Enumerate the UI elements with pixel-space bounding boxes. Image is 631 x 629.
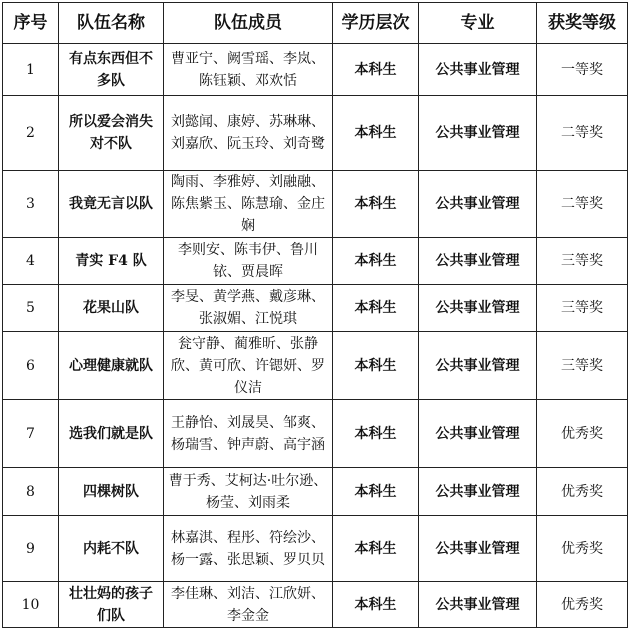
- team-name: 花果山队: [59, 285, 164, 332]
- row-index: 8: [3, 468, 59, 516]
- team-name: 所以爱会消失对不队: [59, 96, 164, 171]
- awards-table: [2, 2, 628, 628]
- award-level: 三等奖: [537, 332, 628, 400]
- award-level: 三等奖: [537, 285, 628, 332]
- team-name: 四棵树队: [59, 468, 164, 516]
- major: 公共事业管理: [419, 238, 537, 285]
- team-name: 选我们就是队: [59, 400, 164, 468]
- row-index: 10: [3, 582, 59, 628]
- award-level: 优秀奖: [537, 400, 628, 468]
- table-row: [3, 238, 628, 285]
- team-members: 曹亚宁、阙雪瑶、李岚、陈钰颖、邓欢恬: [164, 44, 333, 96]
- team-members: 王静怡、刘晟昊、邹爽、杨瑞雪、钟声蔚、高宇涵: [164, 400, 333, 468]
- award-level: 三等奖: [537, 238, 628, 285]
- education-level: 本科生: [333, 582, 419, 628]
- major: 公共事业管理: [419, 96, 537, 171]
- education-level: 本科生: [333, 238, 419, 285]
- team-members: 曹于秀、艾柯达·吐尔逊、杨莹、刘雨柔: [164, 468, 333, 516]
- row-index: 4: [3, 238, 59, 285]
- team-name: 壮壮妈的孩子们队: [59, 582, 164, 628]
- header-award: 获奖等级: [537, 3, 628, 44]
- award-level: 优秀奖: [537, 468, 628, 516]
- table-row: [3, 44, 628, 96]
- team-name: 青实 F4 队: [59, 238, 164, 285]
- team-name: 心理健康就队: [59, 332, 164, 400]
- major: 公共事业管理: [419, 332, 537, 400]
- education-level: 本科生: [333, 96, 419, 171]
- team-name: 内耗不队: [59, 516, 164, 582]
- row-index: 1: [3, 44, 59, 96]
- major: 公共事业管理: [419, 468, 537, 516]
- team-members: 李则安、陈韦伊、鲁川铱、贾晨晖: [164, 238, 333, 285]
- team-members: 瓮守静、蔺雅昕、张静欣、黄可欣、许锶妍、罗仪洁: [164, 332, 333, 400]
- team-members: 刘懿闻、康婷、苏琳琳、刘嘉欣、阮玉玲、刘奇鹭: [164, 96, 333, 171]
- education-level: 本科生: [333, 332, 419, 400]
- table-row: [3, 516, 628, 582]
- major: 公共事业管理: [419, 400, 537, 468]
- education-level: 本科生: [333, 400, 419, 468]
- major: 公共事业管理: [419, 516, 537, 582]
- award-level: 优秀奖: [537, 516, 628, 582]
- row-index: 2: [3, 96, 59, 171]
- table-row: [3, 96, 628, 171]
- table-row: [3, 332, 628, 400]
- major: 公共事业管理: [419, 285, 537, 332]
- award-level: 优秀奖: [537, 582, 628, 628]
- header-team-name: 队伍名称: [59, 3, 164, 44]
- education-level: 本科生: [333, 171, 419, 238]
- award-level: 一等奖: [537, 44, 628, 96]
- row-index: 3: [3, 171, 59, 238]
- award-level: 二等奖: [537, 96, 628, 171]
- row-index: 5: [3, 285, 59, 332]
- header-major: 专业: [419, 3, 537, 44]
- table-row: [3, 171, 628, 238]
- major: 公共事业管理: [419, 44, 537, 96]
- table-row: [3, 468, 628, 516]
- education-level: 本科生: [333, 468, 419, 516]
- header-education: 学历层次: [333, 3, 419, 44]
- header-index: 序号: [3, 3, 59, 44]
- table-row: [3, 400, 628, 468]
- major: 公共事业管理: [419, 582, 537, 628]
- row-index: 9: [3, 516, 59, 582]
- table-row: [3, 285, 628, 332]
- education-level: 本科生: [333, 285, 419, 332]
- major: 公共事业管理: [419, 171, 537, 238]
- team-members: 李佳琳、刘洁、江欣妍、李金金: [164, 582, 333, 628]
- education-level: 本科生: [333, 44, 419, 96]
- team-members: 陶雨、李雅婷、刘融融、陈焦紫玉、陈慧瑜、金庄娴: [164, 171, 333, 238]
- table-row: [3, 582, 628, 628]
- row-index: 7: [3, 400, 59, 468]
- team-name: 有点东西但不多队: [59, 44, 164, 96]
- header-row: [3, 3, 628, 44]
- team-members: 林嘉淇、程彤、符绘沙、杨一露、张思颖、罗贝贝: [164, 516, 333, 582]
- team-members: 李旻、黄学燕、戴彦琳、张淑媚、江悦琪: [164, 285, 333, 332]
- education-level: 本科生: [333, 516, 419, 582]
- team-name: 我竟无言以队: [59, 171, 164, 238]
- row-index: 6: [3, 332, 59, 400]
- award-level: 二等奖: [537, 171, 628, 238]
- header-members: 队伍成员: [164, 3, 333, 44]
